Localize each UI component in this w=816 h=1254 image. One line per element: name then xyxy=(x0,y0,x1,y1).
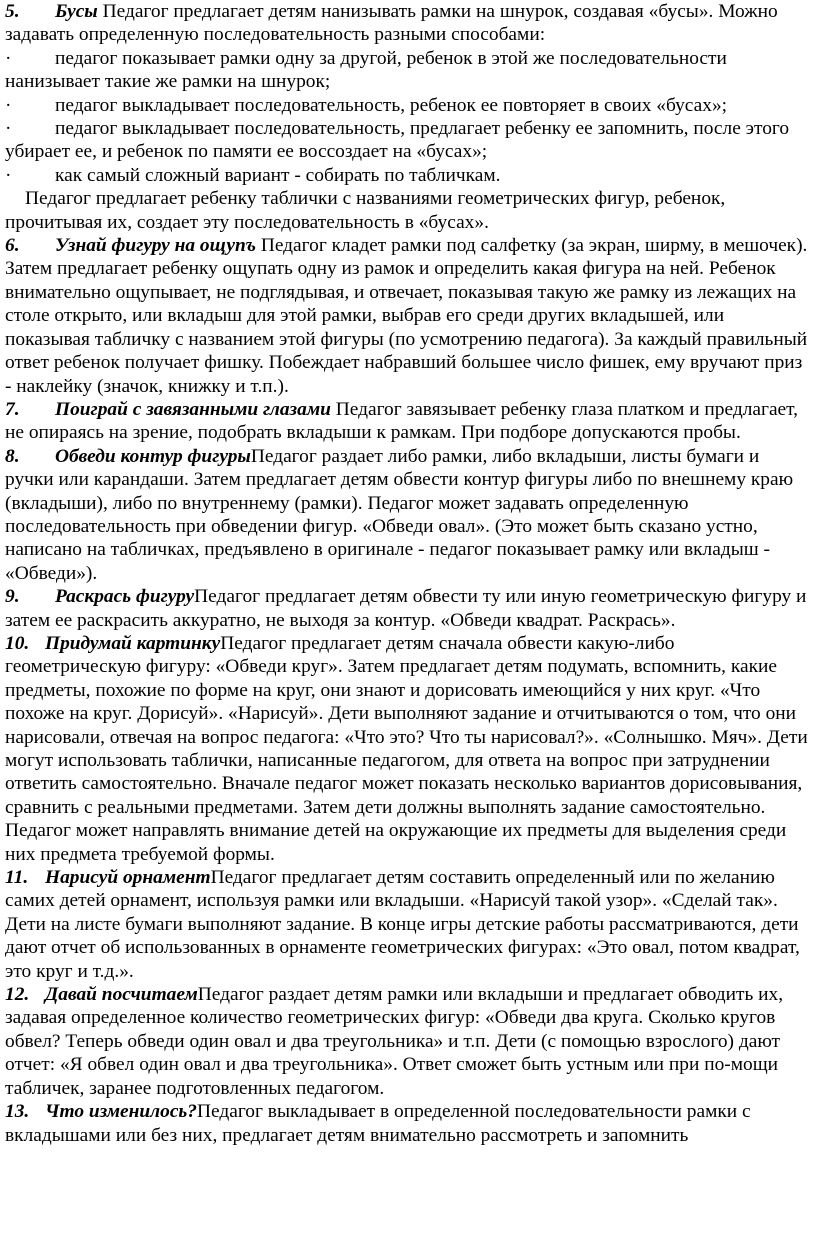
section-number: 7. xyxy=(5,398,20,420)
section-8 xyxy=(5,445,812,585)
section-title: Нарисуй орнамент xyxy=(45,867,211,889)
bullet-mark: · xyxy=(5,94,12,116)
section-7 xyxy=(5,398,812,445)
bullet-mark: · xyxy=(5,164,12,186)
section-number: 9. xyxy=(5,586,20,608)
bullet-item xyxy=(5,94,812,117)
section-text: Педагог предлагает детям обвести ту или иную геометрическую фигуру и затем ее раскрасить аккуратно, не выходя за контур. «Обведи квадрат. Раскрась». xyxy=(5,586,807,631)
section-text: Педагог раздает детям рамки или вкладыши и предлагает обводить их, задавая определенное количество геометрических фигур: «Обведи два круга. Сколько кругов обвел? Теперь обведи один овал и два треугольника» и т.п. Дети (с помощью взрослого) дают отчет: «Я обвел один овал и два треугольника». Ответ сможет быть устным или при по-мощи табличек, заранее подготовленных педагогом. xyxy=(5,984,784,1099)
section-text: Педагог раздает либо рамки, либо вкладыши, листы бумаги и ручки или карандаши. Затем предлагает детям обвести контур фигуры либо по внешнему краю (вкладыши), либо по внутреннему (рамки). Педагог может задавать определенную последовательность при обведении фигур. «Обведи овал». (Это может быть сказано устно, написано на табличках, предъявлено в оригинале - педагог показывает рамку или вкладыш - «Обведи»). xyxy=(5,445,794,584)
bullet-text: педагог показывает рамки одну за другой, ребенок в этой же последовательности нанизывает такие же рамки на шнурок; xyxy=(5,47,727,93)
section-number: 12. xyxy=(5,984,30,1006)
section-title: Придумай картинку xyxy=(45,632,221,654)
section-title: Обведи контур фигуры xyxy=(55,445,251,467)
section-number: 10. xyxy=(5,632,30,654)
section-6 xyxy=(5,234,812,398)
section-text: Педагог завязывает ребенку глаза платком и предлагает, не опираясь на зрение, подобрать вкладыши к рамкам. При подборе допускаются пробы. xyxy=(5,398,799,444)
section-number: 13. xyxy=(5,1101,30,1123)
section-5-after: Педагог предлагает ребенку таблички с названиями геометрических фигур, ребенок, прочитывая их, создает эту последовательность в «бусах». xyxy=(5,188,726,233)
section-number: 8. xyxy=(5,445,20,467)
section-number: 6. xyxy=(5,235,20,257)
bullet-text: педагог выкладывает последовательность, ребенок ее повторяет в своих «бусах»; xyxy=(55,94,728,116)
bullet-item xyxy=(5,164,812,187)
section-title: Бусы xyxy=(55,1,98,22)
section-title: Узнай фигуру на ощупъ xyxy=(55,235,256,257)
section-text: Педагог предлагает детям нанизывать рамки на шнурок, создавая «бусы». Можно задавать определенную последовательность разными способами: xyxy=(5,1,778,46)
section-5 xyxy=(5,0,812,47)
bullet-item xyxy=(5,117,812,164)
section-11 xyxy=(5,866,812,983)
bullet-mark: · xyxy=(5,47,12,69)
section-title: Раскрась фигуру xyxy=(55,586,195,608)
section-text: Педагог выкладывает в определенной последовательности рамки с вкладышами или без них, предлагает детям внимательно рассмотреть и запомнить xyxy=(5,1101,751,1146)
section-title: Поиграй с завязанными глазами xyxy=(55,398,331,420)
section-text: Педагог предлагает детям сначала обвести какую-либо геометрическую фигуру: «Обведи круг». Затем предлагает детям подумать, вспомнить, какие предметы, похожие по форме на круг, они знают и дорисовать имеющийся у них круг. «Что похоже на круг. Дорисуй». «Нарисуй». Дети выполняют задание и отчитываются о том, что они нарисовали, отвечая на вопрос педагога: «Что это? Что ты нарисовал?». «Солнышко. Мяч». Дети могут использовать таблички, написанные педагогом, для ответа на вопрос при затруднении ответить самостоятельно. Вначале педагог может показать несколько вариантов дорисовывания, сравнить с реальными предметами. Затем дети должны выполнять задание самостоятельно. Педагог может направлять внимание детей на окружающие их предметы для выделения среди них предмета требуемой формы. xyxy=(5,632,808,865)
section-12 xyxy=(5,983,812,1100)
section-10 xyxy=(5,632,812,866)
section-text: Педагог предлагает детям составить определенный или по желанию самих детей орнамент, используя рамки или вкладыши. «Нарисуй такой узор». «Сделай так». Дети на листе бумаги выполняют задание. В конце игры детские работы рассматриваются, дети дают отчет об использованных в орнаменте геометрических фигурах: «Это овал, потом квадрат, это круг и т.д.». xyxy=(5,867,800,982)
section-number: 11. xyxy=(5,867,29,889)
section-text: Педагог кладет рамки под салфетку (за экран, ширму, в мешочек). Затем предлагает ребенку ощупать одну из рамок и определить какая фигура на ней. Ребенок внимательно ощупывает, не подглядывая, и отвечает, показывая такую же рамку из лежащих на столе открыто, или вкладыш для этой рамки, выбрав его среди других вкладышей, или показывая табличку с названием этой фигуры (по усмотрению педагога). За каждый правильный ответ ребенок получает фишку. Побеждает набравший большее число фишек, ему вручают приз - наклейку (значок, книжку и т.п.). xyxy=(5,235,808,397)
section-13 xyxy=(5,1100,812,1147)
section-title: Что изменилось? xyxy=(45,1101,197,1123)
section-number: 5. xyxy=(5,1,20,22)
bullet-item xyxy=(5,47,812,94)
section-9 xyxy=(5,585,812,632)
bullet-text: как самый сложный вариант - собирать по табличкам. xyxy=(55,164,501,186)
bullet-mark: · xyxy=(5,118,12,140)
bullet-text: педагог выкладывает последовательность, предлагает ребенку ее запомнить, после этого убирает ее, и ребенок по памяти ее воссоздает на «бусах»; xyxy=(5,118,790,163)
section-title: Давай посчитаем xyxy=(45,984,198,1006)
